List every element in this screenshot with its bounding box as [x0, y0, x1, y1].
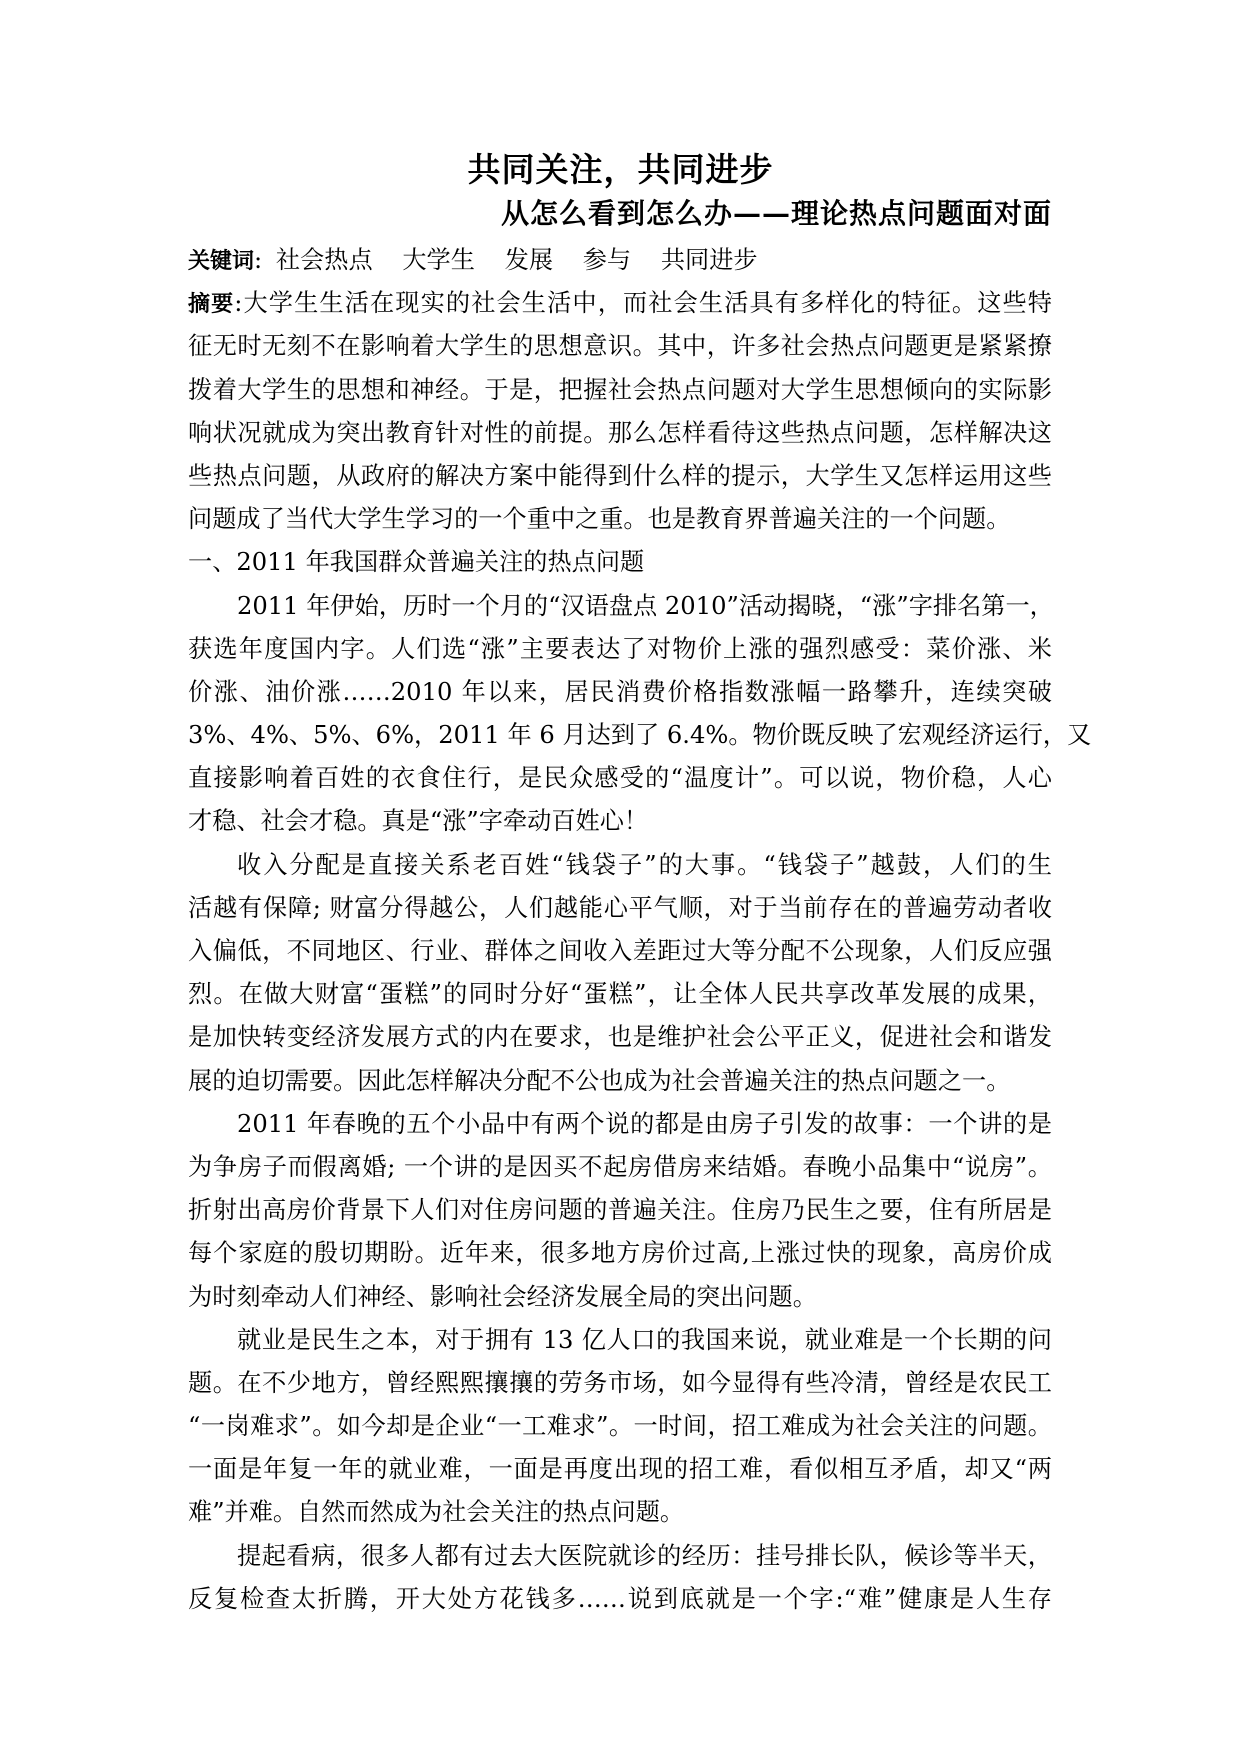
paragraph-line: 收入分配是直接关系老百姓“钱袋子”的大事。“钱袋子”越鼓，人们的生 [237, 850, 1052, 879]
paragraph-line: 一面是年复一年的就业难，一面是再度出现的招工难，看似相互矛盾，却又“两 [188, 1455, 1052, 1484]
abstract-label: 摘要 [188, 292, 235, 318]
paragraph-line: 难”并难。自然而然成为社会关注的热点问题。 [188, 1498, 685, 1527]
paragraph [188, 585, 1092, 844]
paragraph [188, 1319, 1052, 1535]
abstract-line: 拨着大学生的思想和神经。于是，把握社会热点问题对大学生思想倾向的实际影 [188, 375, 1052, 404]
keyword: 参与 [582, 246, 632, 274]
paragraph-line: 为争房子而假离婚; 一个讲的是因买不起房借房来结婚。春晚小品集中“说房”。 [188, 1152, 1052, 1181]
keyword: 发展 [504, 246, 554, 274]
paragraph-line: 烈。在做大财富“蛋糕”的同时分好“蛋糕”，让全体人民共享改革发展的成果， [188, 980, 1052, 1009]
paragraph-line: 每个家庭的殷切期盼。近年来，很多地方房价过高,上涨过快的现象，高房价成 [188, 1239, 1052, 1268]
keywords-separator: : [254, 246, 263, 274]
abstract-separator: : [234, 289, 243, 318]
paragraph-line: 直接影响着百姓的衣食住行，是民众感受的“温度计”。可以说，物价稳，人心 [188, 764, 1052, 793]
abstract-line: 些热点问题，从政府的解决方案中能得到什么样的提示，大学生又怎样运用这些 [188, 461, 1052, 490]
paragraph [188, 844, 1052, 1103]
abstract-line [188, 282, 1052, 325]
paragraph-line: 为时刻牵动人们神经、影响社会经济发展全局的突出问题。 [188, 1282, 817, 1311]
paragraph-line: 才稳、社会才稳。真是“涨”字牵动百姓心！ [188, 807, 649, 836]
abstract-line: 征无时无刻不在影响着大学生的思想意识。其中，许多社会热点问题更是紧紧撩 [188, 332, 1052, 361]
keyword: 大学生 [402, 246, 475, 274]
document-subtitle: 从怎么看到怎么办——理论热点问题面对面 [500, 197, 1052, 230]
keyword: 共同进步 [660, 246, 758, 274]
paragraph-line: 入偏低，不同地区、行业、群体之间收入差距过大等分配不公现象，人们反应强 [188, 937, 1052, 965]
abstract-text: 大学生生活在现实的社会生活中，而社会生活具有多样化的特征。这些特 [242, 289, 1052, 318]
paragraph-line: 展的迫切需要。因此怎样解决分配不公也成为社会普遍关注的热点问题之一。 [188, 1066, 1011, 1095]
document-title: 共同关注，共同进步 [467, 150, 774, 189]
paragraph [188, 1103, 1052, 1319]
keyword: 社会热点 [275, 246, 373, 274]
paragraph-line: 2011 年春晚的五个小品中有两个说的都是由房子引发的故事：一个讲的是 [237, 1109, 1052, 1138]
paragraph-line: 价涨、油价涨……2010 年以来，居民消费价格指数涨幅一路攀升，连续突破 [188, 677, 1052, 706]
paragraph-line: 题。在不少地方，曾经熙熙攘攘的劳务市场，如今显得有些冷清，曾经是农民工 [188, 1368, 1052, 1397]
paragraph-line: 就业是民生之本，对于拥有 13 亿人口的我国来说，就业难是一个长期的问 [237, 1325, 1052, 1354]
paragraph-line: 提起看病，很多人都有过去大医院就诊的经历：挂号排长队，候诊等半天， [237, 1541, 1052, 1570]
paragraph-line: 是加快转变经济发展方式的内在要求，也是维护社会公平正义，促进社会和谐发 [188, 1023, 1052, 1052]
paragraph-line: 3%、4%、5%、6%，2011 年 6 月达到了 6.4%。物价既反映了宏观经济运行，又 [188, 721, 1092, 750]
abstract-line: 问题成了当代大学生学习的一个重中之重。也是教育界普遍关注的一个问题。 [188, 505, 1011, 534]
abstract [188, 282, 1052, 541]
paragraph-line: 折射出高房价背景下人们对住房问题的普遍关注。住房乃民生之要，住有所居是 [188, 1196, 1052, 1225]
paragraph-line: 活越有保障; 财富分得越公，人们越能心平气顺，对于当前存在的普遍劳动者收 [188, 893, 1052, 922]
paragraph-line: 2011 年伊始，历时一个月的“汉语盘点 2010”活动揭晓，“涨”字排名第一， [237, 591, 1054, 620]
section-heading: 一、2011 年我国群众普遍关注的热点问题 [188, 548, 645, 577]
paragraph-line: 反复检查太折腾，开大处方花钱多……说到底就是一个字:“难”健康是人生存 [188, 1584, 1052, 1613]
document-body [188, 239, 1092, 1621]
abstract-line: 响状况就成为突出教育针对性的前提。那么怎样看待这些热点问题，怎样解决这 [188, 418, 1052, 447]
paragraph-line: 获选年度国内字。人们选“涨”主要表达了对物价上涨的强烈感受：菜价涨、米 [188, 634, 1052, 663]
paragraph-line: “一岗难求”。如今却是企业“一工难求”。一时间，招工难成为社会关注的问题。 [188, 1412, 1052, 1441]
keywords-line [188, 239, 1052, 282]
keywords-label: 关键词 [188, 249, 255, 274]
keywords-list [276, 246, 780, 274]
paragraph [188, 1535, 1052, 1621]
